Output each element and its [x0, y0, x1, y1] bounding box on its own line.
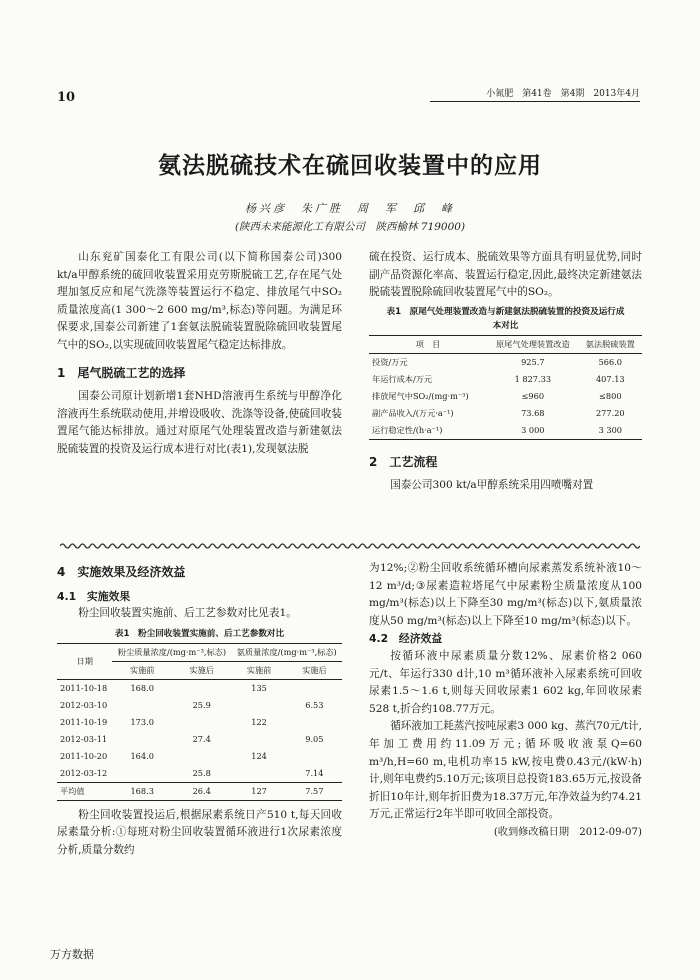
subsection-4-2-heading: 4.2 经济效益: [369, 632, 443, 646]
table-cell: [112, 697, 172, 714]
table-cell: 7.57: [305, 786, 324, 797]
section-2-heading: 2 工艺流程: [369, 454, 438, 469]
table-cell: [112, 731, 172, 748]
table-row: [369, 422, 642, 440]
table-cell: 3 000: [521, 425, 545, 436]
right-bottom-paragraph-2: 按循环液中尿素质量分数12%、尿素价格2 060元/t、年运行330 d计,10 m³循环液补入尿素系统可回收尿素1.5～1.6 t,则每天回收尿素1 602 kg,年回收尿素528 t,折合约108.77万元。: [369, 649, 642, 715]
table2-subheader: 实施后: [189, 665, 214, 676]
table-cell: ≤800: [599, 391, 622, 402]
table-cell: [231, 731, 286, 748]
subsection-4-1-paragraph: 粉尘回收装置实施前、后工艺参数对比见表1。: [78, 607, 297, 620]
table-cell: 7.14: [305, 768, 324, 779]
right-top-paragraph: 硫在投资、运行成本、脱硫效果等方面具有明显优势,同时副产品资源化率高、装置运行稳定,因此,最终决定新建氨法脱硫装置脱除硫回收装置尾气中的SO₂。: [369, 251, 642, 299]
table-cell: [287, 714, 342, 731]
right-top-column: [369, 249, 642, 495]
table-cell: 1 827.33: [514, 374, 552, 385]
table-cell: ≤960: [521, 391, 545, 402]
intro-paragraph: 山东兖矿国泰化工有限公司(以下简称国泰公司)300 kt/a甲醇系统的硫回收装置采用克劳斯脱硫工艺,存在尾气处理加氢反应和尾气洗涤等装置运行不稳定、排放尾气中SO₂质量浓度高(1 300～2 600 mg/m³,标态)等问题。为满足环保要求,国泰公司新建了1套氨法脱硫装置脱除硫回收装置尾气中的SO₂,以实现硫回收装置尾气稳定达标排放。: [57, 251, 342, 351]
table-cell: 2012-03-10: [60, 700, 108, 711]
table1-header-new: 氨法脱硫装置: [585, 339, 635, 350]
section-1-heading: 1 尾气脱硫工艺的选择: [57, 365, 186, 380]
table1-header-item: 项 目: [415, 339, 441, 350]
table2-subheader: 实施后: [302, 665, 327, 676]
section-1-paragraph: 国泰公司原计划新增1套NHD溶液再生系统与甲醇净化溶液再生系统联动使用,并增设吸收、洗涤等设备,使硫回收装置尾气能达标排放。通过对原尾气处理装置改造与新建氨法脱硫装置的投资及运行成本进行对比(表1),发现氨法脱: [57, 390, 342, 455]
table2: [57, 643, 342, 801]
table-cell: 122: [251, 717, 267, 728]
table-cell: 25.9: [192, 700, 211, 711]
page-number: 10: [57, 90, 76, 105]
table-cell: 2011-10-20: [60, 751, 108, 762]
table2-subheader: 实施前: [129, 665, 155, 676]
right-bottom-paragraph-3: 循环液加工耗蒸汽按吨尿素3 000 kg、蒸汽70元/t计,年加工费用约11.09万元;循环吸收液泵Q=60 m³/h,H=60 m,电机功率15 kW,按电费0.43元/(kW·h)计,则年电费约5.10万元;该项目总投资183.65万元,按设备折旧10年计,则年折旧费为18.37万元,年净效益为约74.21万元,正常运行2年半即可收回全部投资。: [369, 720, 642, 821]
table-cell: [172, 748, 232, 765]
table-row: [57, 679, 342, 697]
table-cell: 9.05: [305, 734, 324, 745]
table-cell: 26.4: [192, 786, 211, 797]
table-cell: 27.4: [192, 734, 211, 745]
table2-header-ammonia: 氨质量浓度/(mg·m⁻³,标态): [231, 643, 342, 661]
table-cell: 6.53: [305, 700, 324, 711]
table-row: [57, 765, 342, 783]
table-row: [57, 697, 342, 714]
table-cell: 168.0: [130, 683, 154, 694]
table-row: [57, 782, 342, 800]
table-cell: 年运行成本/万元: [372, 374, 433, 385]
table-cell: 127: [251, 786, 267, 797]
table-cell: [112, 765, 172, 783]
table-row: [369, 353, 642, 371]
table-cell: 3 300: [598, 425, 623, 436]
table-cell: [287, 679, 342, 697]
section-2-paragraph: 国泰公司300 kt/a甲醇系统采用四喷嘴对置: [390, 479, 594, 492]
table-cell: 25.8: [192, 768, 211, 779]
table1-caption: 表1 原尾气处理装置改造与新建氨法脱硫装置的投资及运行成本对比: [386, 306, 625, 331]
article-title: 氨法脱硫技术在硫回收装置中的应用: [158, 153, 542, 179]
table-cell: 2011-10-19: [60, 717, 108, 728]
table2-caption: 表1 粉尘回收装置实施前、后工艺参数对比: [114, 628, 285, 639]
table-cell: 排放尾气中SO₂/(mg·m⁻³): [372, 391, 469, 402]
subsection-4-1-heading: 4.1 实施效果: [57, 589, 131, 603]
table-row: [369, 371, 642, 388]
running-head: 小氮肥 第41卷 第4期 2013年4月: [430, 86, 640, 102]
right-bottom-column: [369, 560, 642, 842]
table-row: [57, 731, 342, 748]
table-cell: 135: [251, 683, 267, 694]
table-cell: 925.7: [521, 357, 545, 368]
left-top-column: [57, 249, 342, 459]
table1-header-old: 原尾气处理装置改造: [495, 339, 570, 350]
table-cell: [287, 748, 342, 765]
table-cell: 277.20: [595, 408, 625, 419]
table-cell: 407.13: [595, 374, 625, 385]
table1: [369, 335, 642, 440]
table-cell: 168.3: [130, 786, 154, 797]
table2-header-date: 日期: [57, 643, 112, 679]
table-cell: 副产品收入/(万元·a⁻¹): [372, 408, 454, 419]
table-cell: 2012-03-12: [60, 768, 108, 779]
table-cell: 平均值: [60, 786, 85, 797]
table-cell: 2011-10-18: [60, 683, 108, 694]
article-affiliation: (陕西未来能源化工有限公司 陕西榆林 719000): [234, 221, 466, 233]
table-cell: [231, 697, 286, 714]
footer-source: 万方数据: [50, 948, 94, 961]
received-date: (收到修改稿日期 2012-09-07): [493, 826, 642, 838]
table-row: [57, 714, 342, 731]
table-cell: 164.0: [130, 751, 154, 762]
table-cell: [231, 765, 286, 783]
table2-subheader: 实施前: [246, 665, 272, 676]
wavy-separator: [60, 541, 640, 551]
table-cell: 投资/万元: [372, 357, 408, 368]
table-cell: [172, 679, 232, 697]
article-authors: 杨兴彦 朱广胜 周 军 邱 峰: [245, 202, 455, 215]
section-4-heading: 4 实施效果及经济效益: [57, 565, 186, 579]
table-cell: 173.0: [130, 717, 154, 728]
right-bottom-paragraph-1: 为12%;②粉尘回收系统循环槽向尿素蒸发系统补液10～12 m³/d;③尿素造粒塔尾气中尿素粉尘质量浓度从100 mg/m³(标态)以上下降至30 mg/m³(标态)以下,氨质量浓度从50 mg/m³(标态)以上下降至10 mg/m³(标态)以下。: [369, 562, 642, 627]
table-cell: 73.68: [521, 408, 545, 419]
table-cell: 2012-03-11: [60, 734, 108, 745]
table2-header-dust: 粉尘质量浓度/(mg·m⁻³,标态): [112, 643, 231, 661]
table-cell: 566.0: [598, 357, 623, 368]
table-cell: 运行稳定性/(h·a⁻¹): [372, 425, 443, 436]
table-row: [57, 748, 342, 765]
left-bottom-column: [57, 560, 342, 860]
table-cell: 124: [251, 751, 267, 762]
table-cell: [172, 714, 232, 731]
table-row: [369, 388, 642, 405]
after-table-paragraph: 粉尘回收装置投运后,根据尿素系统日产510 t,每天回收尿素量分析:①每班对粉尘回收装置循环液进行1次尿素浓度分析,质量分数约: [57, 808, 342, 856]
table-row: [369, 405, 642, 422]
